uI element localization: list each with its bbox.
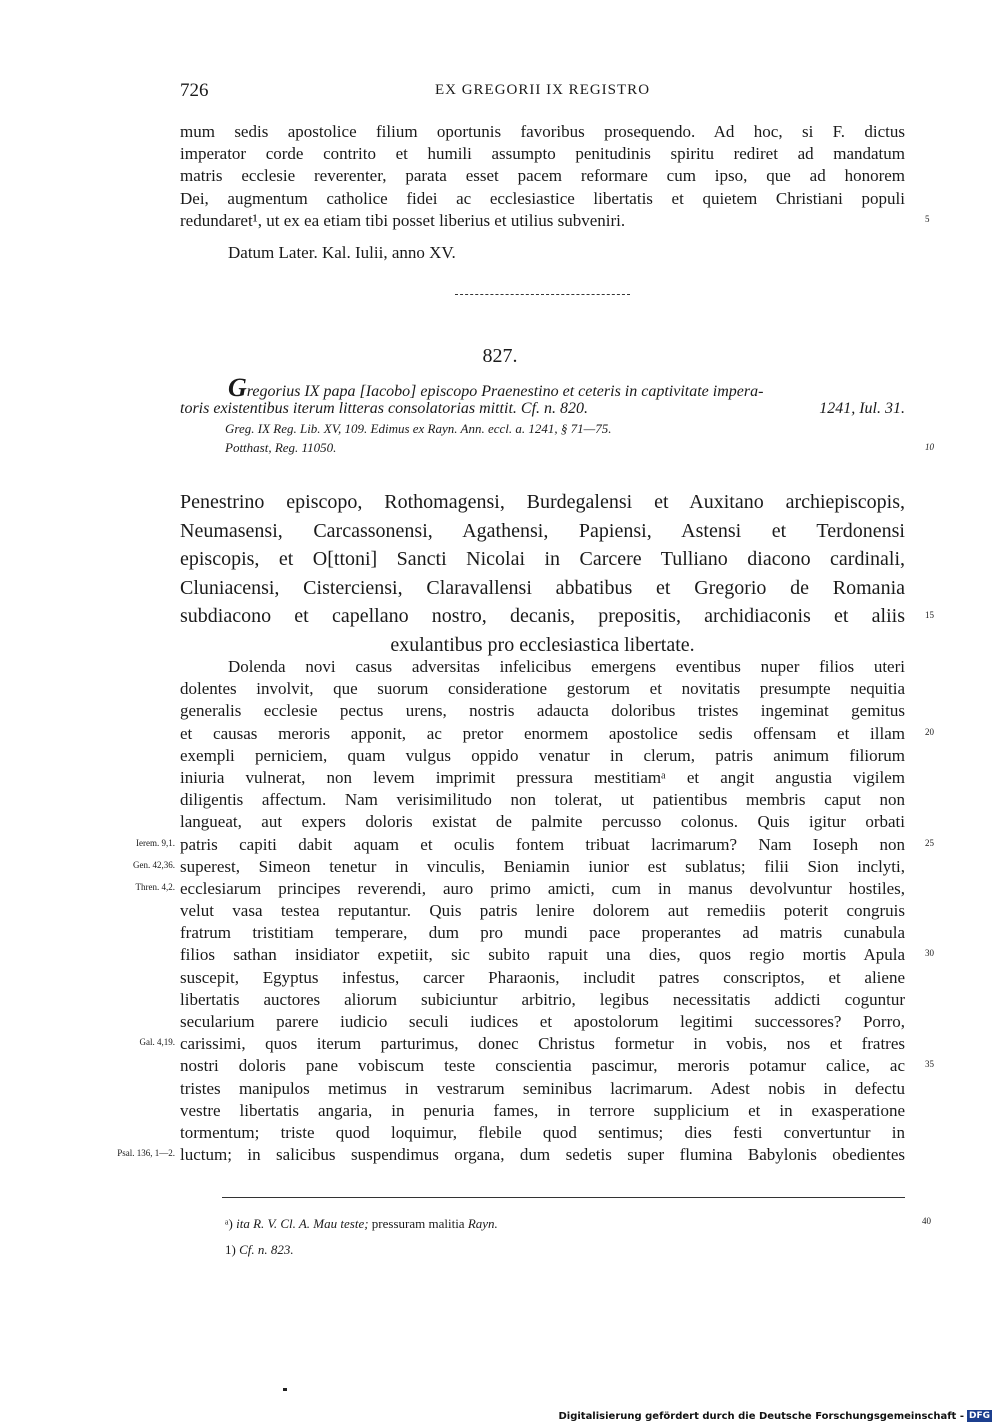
text-line [180,210,930,232]
address-line: Neumasensi, Carcassonensi, Agathensi, Papiensi, Astensi et Terdonensi [180,519,905,542]
digitization-footer [558,1409,992,1423]
text-line [135,878,905,900]
ink-mark [283,1388,287,1391]
regest-line [180,398,905,419]
text-line: libertatis auctores aliorum subiciuntur arbitrio, legibus necessitatis addicti coguntur [180,989,905,1009]
text-line: mum sedis apostolice filium oportunis favoribus prosequendo. Ad hoc, si F. dictus [180,122,905,141]
margin-reference: Thren. 4,2. [135,881,175,892]
line-number: 40 [922,1216,931,1226]
text-line: generalis ecclesie pectus urens, nostris adaucta doloribus tristes ingeminat gemitus [180,701,905,721]
text-line: fratrum tristitiam temperare, dum pro mundi pace properantes ad matris cunabula [180,923,905,943]
footnote-text: pressuram malitia [371,1216,465,1231]
address-line [180,602,934,631]
line-number: 30 [925,948,934,959]
text-line: tristes manipulos metimus in vestrarum seminibus lacrimarum. Adest nobis in defectu [180,1078,905,1098]
footnote-rule [222,1197,905,1198]
text-line [133,856,905,878]
regest [180,373,934,457]
page-header [180,80,905,106]
address-line: Cluniacensi, Cisterciensi, Claravallensi abbatibus et Gregorio de Romania [180,576,905,599]
address-line: exulantibus pro ecclesiastica libertate. [390,633,695,656]
text-line-content: et causas meroris apponit, ac pretor enormem apostolice sedis offensam et illam [180,723,905,743]
margin-reference: Gen. 42,36. [133,859,175,870]
text-line: Dolenda novi casus adversitas infelicibus emergens eventibus nuper filios uteri [228,657,905,676]
footnote-marker: 1) [225,1242,236,1257]
address-line: episcopis, et O[ttoni] Sancti Nicolai in Carcere Tulliano diacono cardinali, [180,548,905,570]
footnote-text: Rayn. [467,1216,498,1231]
section-separator [455,294,630,295]
text-line [117,1144,905,1166]
text-line [180,1055,934,1077]
line-number: 5 [925,213,930,224]
text-line: suscepit, Egyptus infestus, carcer Pharaonis, includit patres conscriptos, et aliene [180,967,905,987]
body-text-block [117,656,934,1166]
text-line: velut vasa testea reputantur. Quis patris lenire dolorem aut remediis poterit congruis [180,901,905,921]
text-line: secularium parere iudicio seculi iudices et apostolorum legitimi successores? Porro, [180,1012,905,1031]
footnote-marker: ᵃ) [225,1216,233,1231]
text-line: imperator corde contrito et humili assumpto penitudinis spiritu rediret ad mandatum [180,144,905,164]
source-line [180,438,934,457]
text-line [180,723,934,745]
text-line-content: patris capiti dabit aquam et oculis fontem tribuat lacrimarum? Nam Ioseph non [180,834,905,854]
regest-date: 1241, Iul. 31. [819,400,905,417]
footnote-1 [225,1240,905,1266]
line-number: 35 [925,1059,934,1070]
text-line [180,944,934,966]
page-number: 726 [180,80,209,101]
document-number: 827. [482,345,518,367]
text-line: vestre libertatis angaria, in penuria fames, in terrore supplicium et in exasperatione [180,1100,905,1120]
regest-initial: G [228,373,247,402]
text-line-content: nostri doloris pane vobiscum teste conscientia pascimur, meroris potamur calice, ac [180,1056,905,1076]
text-line-content: redundaret¹, ut ex ea etiam tibi posset liberius et utilius subveniri. [180,210,626,230]
regest-text: toris existentibus iterum litteras consolatorias mittit. Cf. n. 820. [180,400,589,417]
address-line-content: subdiacono et capellano nostro, decanis, prepositis, archidiaconis et aliis [180,605,905,627]
line-number: 15 [925,610,934,620]
text-line: langueat, aut expers doloris existat de palmite percusso colonus. Quis igitur orbati [180,812,905,832]
regest-line [180,373,905,402]
text-line [139,1033,905,1055]
running-title: EX GREGORII IX REGISTRO [434,82,651,98]
footnote-text: ita R. V. Cl. A. Mau teste; [236,1216,369,1231]
text-line: matris ecclesie reverenter, parata esset pacem reformare cum ipso, que ad honorem [180,166,905,186]
footnote-text: Cf. n. 823. [239,1242,294,1257]
text-line: diligentis affectum. Nam verisimilitudo non tolerat, ut patientibus membris caput non [180,790,905,810]
margin-reference: Ierem. 9,1. [136,837,175,848]
dfg-logo-icon[interactable]: DFG [968,1411,990,1421]
top-text-block [180,121,930,264]
text-line-content: luctum; in salicibus suspendimus organa, dum sedetis super flumina Babylonis obedientes [180,1145,905,1165]
address-line: Penestrino episcopo, Rothomagensi, Burdegalensi et Auxitano archiepiscopis, [180,491,905,513]
source-text: Potthast, Reg. 11050. [225,440,337,455]
margin-reference: Psal. 136, 1—2. [117,1148,175,1159]
text-line-content: ecclesiarum principes reverendi, auro primo amicti, cum in manus devolvuntur hostiles, [180,878,905,898]
source-line: Greg. IX Reg. Lib. XV, 109. Edimus ex Rayn. Ann. eccl. a. 1241, § 71—75. [225,421,612,436]
line-number: 20 [925,726,934,737]
text-line-content: filios sathan insidiator expetiit, sic subito rapuit una dies, quos regio mortis Apula [180,945,905,965]
footnotes [225,1214,931,1266]
address-block [180,488,934,659]
text-line-content: carissimi, quos iterum parturimus, donec Christus formetur in vobis, nos et fratres [180,1034,905,1054]
line-number: 10 [925,442,934,452]
line-number: 25 [925,837,934,848]
margin-reference: Gal. 4,19. [139,1037,175,1048]
regest-text: regorius IX papa [Iacobo] episcopo Praenestino et ceteris in captivitate impera- [246,383,764,400]
text-line-content: superest, Simeon tenetur in vinculis, Beniamin iunior est sublatus; filii Sion inclyti, [180,856,905,876]
text-line [136,834,934,856]
footer-text: Digitalisierung gefördert durch die Deutsche Forschungsgemeinschaft - [558,1410,964,1422]
footnote-a [225,1214,931,1240]
text-line: Dei, augmentum catholice fidei ac ecclesiastice libertatis et quietem Christiani populi [180,188,905,208]
dating-line: Datum Later. Kal. Iulii, anno XV. [228,242,456,262]
text-line: dolentes involvit, que suorum consideratione gestorum et novitatis presumpte nequitia [180,679,905,699]
text-line: iniuria vulnerat, non levem imprimit pressura mestitiamᵃ et angit angustia vigilem [180,767,905,787]
text-line: tormentum; triste quod loquimur, flebile quod sentimus; dies festi convertuntur in [180,1122,905,1142]
text-line: exempli perniciem, quam vulgus oppido venatur in clerum, patris animum filiorum [180,745,905,765]
